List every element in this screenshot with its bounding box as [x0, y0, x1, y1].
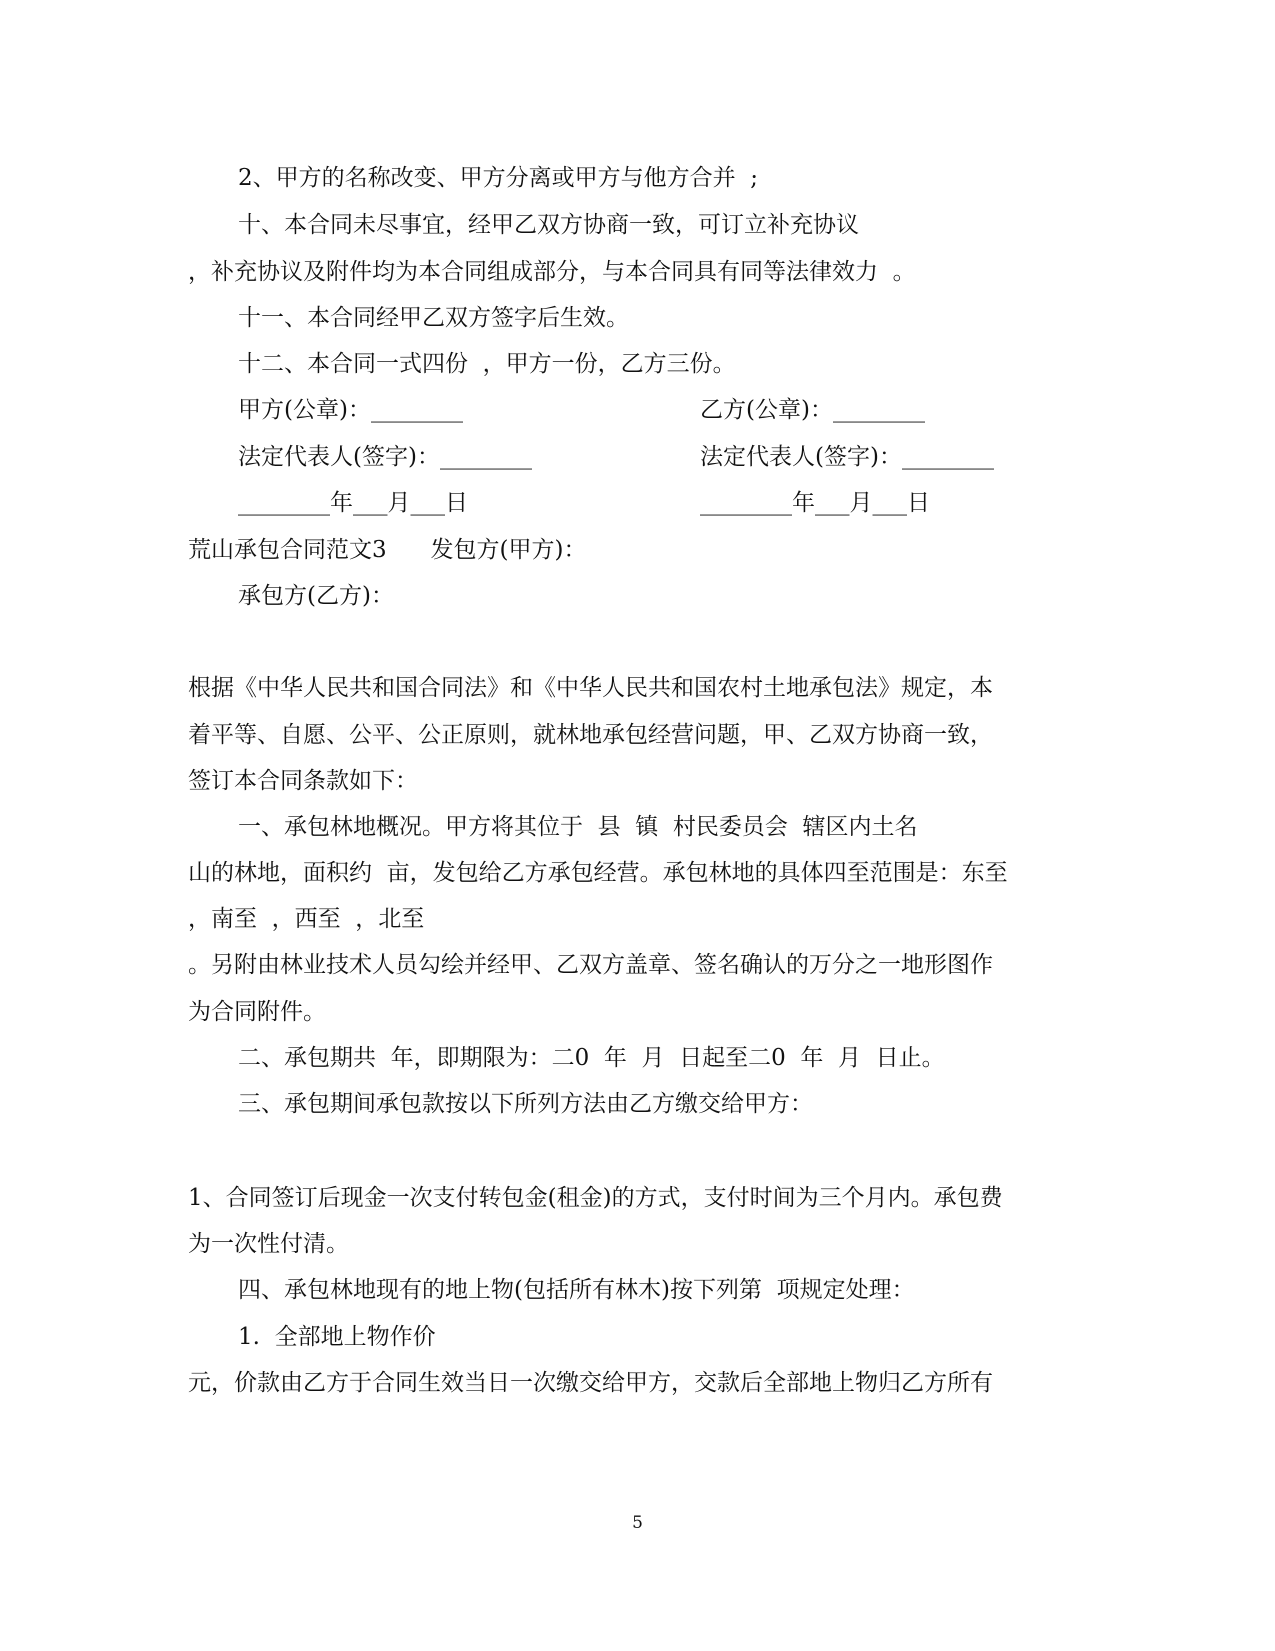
text-line: 元，价款由乙方于合同生效当日一次缴交给甲方，交款后全部地上物归乙方所有 [188, 1370, 993, 1396]
section-title-line: 荒山承包合同范文3 发包方(甲方)： [188, 537, 587, 563]
text-line: 签订本合同条款如下： [188, 768, 418, 794]
text-line: 2、甲方的名称改变、甲方分离或甲方与他方合并 ; [238, 165, 759, 191]
text-line: 山的林地，面积约 亩，发包给乙方承包经营。承包林地的具体四至范围是：东至 [188, 860, 1008, 886]
text-line: 十二、本合同一式四份 ，甲方一份，乙方三份。 [238, 351, 736, 377]
text-line: ，南至 ，西至 ，北至 [188, 906, 425, 932]
text-line: 为合同附件。 [188, 999, 326, 1025]
party-b-date-line: ________年___月___日 [700, 490, 930, 516]
text-line: 承包方(乙方)： [238, 583, 394, 609]
text-line: 为一次性付清。 [188, 1231, 349, 1257]
party-b-representative-line: 法定代表人(签字)：________ [700, 444, 994, 470]
text-line: 四、承包林地现有的地上物(包括所有林木)按下列第 项规定处理： [238, 1277, 915, 1303]
text-line: 根据《中华人民共和国合同法》和《中华人民共和国农村土地承包法》规定，本 [188, 675, 993, 701]
party-a-date-line: ________年___月___日 [238, 490, 468, 516]
party-b-seal-line: 乙方(公章)：________ [700, 397, 925, 423]
text-line: ，补充协议及附件均为本合同组成部分，与本合同具有同等法律效力 。 [188, 259, 916, 285]
text-line: 1. 全部地上物作价 [238, 1324, 436, 1350]
text-line: 十、本合同未尽事宜，经甲乙双方协商一致，可订立补充协议 [238, 212, 859, 238]
text-line: 一、承包林地概况。甲方将其位于 县 镇 村民委员会 辖区内土名 [238, 814, 918, 840]
party-a-seal-line: 甲方(公章)：________ [238, 397, 463, 423]
page-number: 5 [632, 1513, 643, 1533]
text-line: 着平等、自愿、公平、公正原则，就林地承包经营问题，甲、乙双方协商一致， [188, 722, 993, 748]
text-line: 。另附由林业技术人员勾绘并经甲、乙双方盖章、签名确认的万分之一地形图作 [188, 952, 993, 978]
text-line: 三、承包期间承包款按以下所列方法由乙方缴交给甲方： [238, 1091, 813, 1117]
text-line: 二、承包期共 年，即期限为：二0 年 月 日起至二0 年 月 日止。 [238, 1045, 945, 1071]
text-line: 十一、本合同经甲乙双方签字后生效。 [238, 305, 629, 331]
party-a-representative-line: 法定代表人(签字)：________ [238, 444, 532, 470]
text-line: 1、合同签订后现金一次支付转包金(租金)的方式，支付时间为三个月内。承包费 [188, 1185, 1003, 1211]
